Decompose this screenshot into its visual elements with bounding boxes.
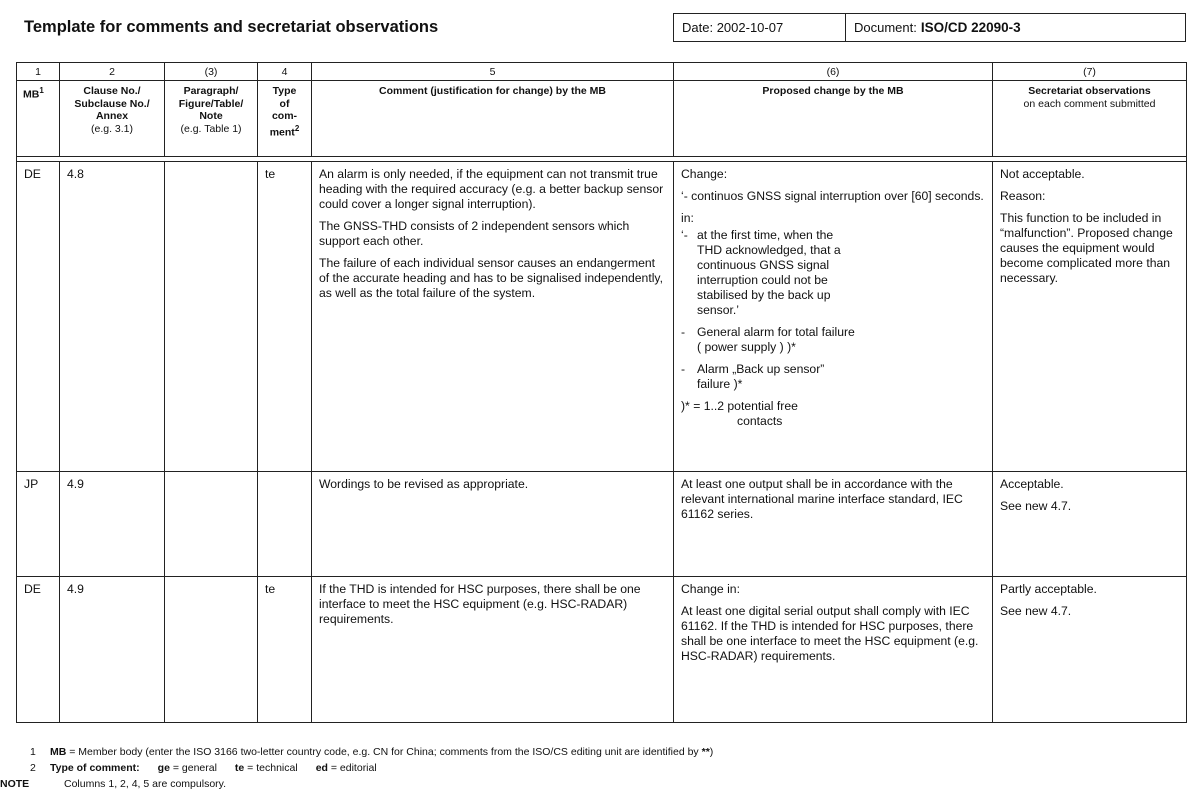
header-secretariat: Secretariat observations on each comment submitted (993, 81, 1187, 157)
secretariat-paragraph: Not acceptable. (1000, 167, 1085, 181)
proposed-paragraph: in: (681, 211, 694, 225)
col-number: 4 (258, 63, 312, 81)
footnote-1: 1 MB = Member body (enter the ISO 3166 two-letter country code, e.g. CN for China; comments from the ISO/CS editing unit are identified by **) (30, 746, 714, 758)
cell-secretariat (993, 577, 1187, 723)
secretariat-paragraph: Partly acceptable. (1000, 582, 1097, 596)
cell-mb: JP (17, 472, 60, 577)
proposed-paragraph: At least one digital serial output shall comply with IEC 61162. If the THD is intended for HSC purposes, there shall be one interface to meet the HSC equipment (e.g. HSC-RADAR) requirements. (681, 604, 979, 663)
document-label: Document: (854, 20, 917, 35)
cell-clause: 4.9 (60, 577, 165, 723)
header-comment: Comment (justification for change) by the MB (312, 81, 674, 157)
secretariat-paragraph: See new 4.7. (1000, 499, 1072, 513)
cell-type (258, 472, 312, 577)
cell-clause: 4.9 (60, 472, 165, 577)
header-paragraph: Paragraph/ Figure/Table/ Note (e.g. Table 1) (165, 81, 258, 157)
table-row (17, 472, 1187, 577)
cell-comment (312, 162, 674, 472)
proposed-paragraph: ‘- continuos GNSS signal interruption over [60] seconds. (681, 189, 984, 203)
proposed-bullet: - Alarm „Back up sensor” failure )* (681, 362, 825, 391)
col-number: (7) (993, 63, 1187, 81)
secretariat-paragraph: Acceptable. (1000, 477, 1064, 491)
cell-paragraph (165, 162, 258, 472)
cell-proposed (674, 472, 993, 577)
proposed-paragraph: Change: (681, 167, 728, 181)
cell-mb: DE (17, 577, 60, 723)
cell-comment (312, 472, 674, 577)
cell-comment (312, 577, 674, 723)
cell-secretariat (993, 472, 1187, 577)
header-mb: $MB^1$ (17, 81, 60, 157)
secretariat-paragraph: This function to be included in “malfunction”. Proposed change causes the equipment would become complicated more than necessary. (1000, 211, 1173, 285)
col-number: 5 (312, 63, 674, 81)
date-value: 2002-10-07 (716, 20, 784, 35)
cell-type: te (258, 577, 312, 723)
cell-mb: DE (17, 162, 60, 472)
col-number: 2 (60, 63, 165, 81)
comments-table (16, 62, 1187, 723)
col-number: (3) (165, 63, 258, 81)
document-value: ISO/CD 22090-3 (920, 20, 1021, 35)
proposed-bullet: ‘- at the first time, when the THD acknowledged, that a continuous GNSS signal interruption could not be stabilised by the back up sensor.’ (681, 228, 841, 317)
document-box (845, 13, 1186, 42)
cell-proposed (674, 577, 993, 723)
cell-paragraph (165, 577, 258, 723)
proposed-note: )* = 1..2 potential free (681, 399, 798, 413)
cell-clause: 4.8 (60, 162, 165, 472)
comment-paragraph: The failure of each individual sensor causes an endangerment of the accurate heading and has to be signalised independently, as well as the total failure of the system. (319, 256, 663, 300)
comment-paragraph: If the THD is intended for HSC purposes, there shall be one interface to meet the HSC equipment (e.g. HSC-RADAR) requirements. (319, 582, 641, 626)
proposed-paragraph: Change in: (681, 582, 740, 596)
cell-proposed (674, 162, 993, 472)
footnote-note: NOTE Columns 1, 2, 4, 5 are compulsory. (0, 778, 227, 790)
date-box (673, 13, 846, 42)
document-title: Template for comments and secretariat observations (24, 18, 439, 36)
secretariat-paragraph: Reason: (1000, 189, 1046, 203)
date-label: Date: (682, 20, 714, 35)
cell-secretariat (993, 162, 1187, 472)
footnote-2: 2 Type of comment: ge = general te = technical ed = editorial (30, 762, 377, 774)
table-row (17, 162, 1187, 472)
secretariat-paragraph: See new 4.7. (1000, 604, 1072, 618)
comment-paragraph: Wordings to be revised as appropriate. (319, 477, 529, 491)
header-clause: Clause No./ Subclause No./ Annex (e.g. 3.1) (60, 81, 165, 157)
header-proposed: Proposed change by the MB (674, 81, 993, 157)
column-number-row (17, 63, 1187, 81)
column-header-row (17, 81, 1187, 157)
footnotes (0, 744, 714, 792)
cell-type: te (258, 162, 312, 472)
table-row (17, 577, 1187, 723)
comment-paragraph: The GNSS-THD consists of 2 independent sensors which support each other. (319, 219, 630, 248)
proposed-bullet: - General alarm for total failure ( power supply ) )* (681, 325, 855, 354)
header-type: Type of com- ment$^2$ (258, 81, 312, 157)
proposed-paragraph: At least one output shall be in accordance with the relevant international marine interface standard, IEC 61162 series. (681, 477, 963, 521)
cell-paragraph (165, 472, 258, 577)
proposed-note: contacts (737, 414, 783, 428)
col-number: 1 (17, 63, 60, 81)
col-number: (6) (674, 63, 993, 81)
comment-paragraph: An alarm is only needed, if the equipment can not transmit true heading with the required accuracy (e.g. a better backup sensor could cover a longer signal interruption). (319, 167, 664, 211)
